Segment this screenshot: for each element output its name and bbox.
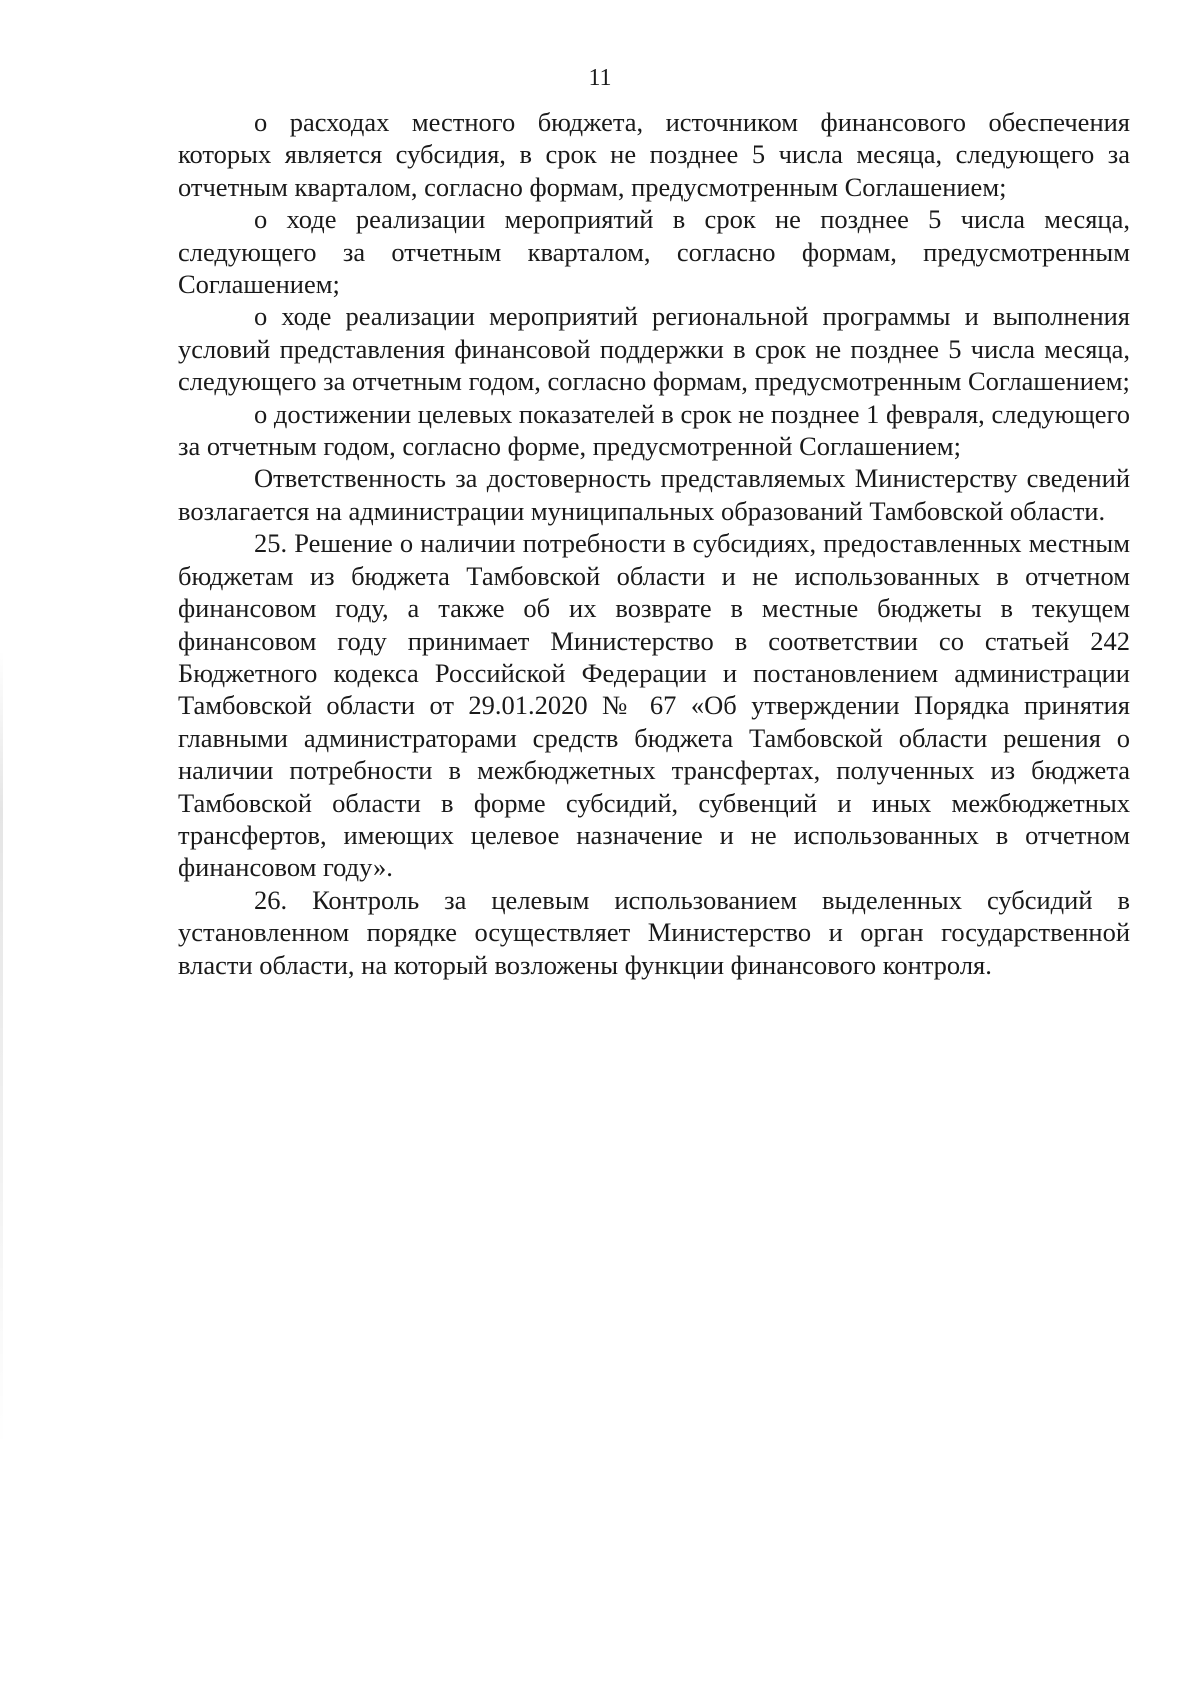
paragraph-responsibility: Ответственность за достоверность представляемых Министерству сведений возлагается на администрации муниципальных образований Тамбовской области. [178, 463, 1130, 526]
paragraph-expenses-report: о расходах местного бюджета, источником финансового обеспечения которых является субсидия, в срок не позднее 5 числа месяца, следующего за отчетным кварталом, согласно формам, предусмотренным Соглашением; [178, 107, 1130, 202]
page-number: 11 [588, 65, 612, 91]
paragraph-target-indicators-report: о достижении целевых показателей в срок не позднее 1 февраля, следующего за отчетным годом, согласно форме, предусмотренной Соглашением; [178, 398, 1130, 462]
document-body [178, 106, 1130, 981]
paragraph-clause-25: 25. Решение о наличии потребности в субсидиях, предоставленных местным бюджетам из бюджета Тамбовской области и не использованных в отчетном финансовом году, а также об их возврате в местные бюджеты в текущем финансовом году принимает Министерство в соответствии со статьей 242 Бюджетного кодекса Российской Федерации и постановлением администрации Тамбовской области от 29.01.2020 № 67 «Об утверждении Порядка принятия главными администраторами средств бюджета Тамбовской области решения о наличии потребности в межбюджетных трансфертах, полученных из бюджета Тамбовской области в форме субсидий, субвенций и иных межбюджетных трансфертов, имеющих целевое назначение и не использованных в отчетном финансовом году». [178, 528, 1130, 883]
scan-edge-shadow [0, 650, 3, 1450]
paragraph-regional-program-report: о ходе реализации мероприятий региональной программы и выполнения условий представления финансовой поддержки в срок не позднее 5 числа месяца, следующего за отчетным годом, согласно формам, предусмотренным Соглашением; [178, 301, 1130, 397]
paragraph-events-progress-report: о ходе реализации мероприятий в срок не позднее 5 числа месяца, следующего за отчетным кварталом, согласно формам, предусмотренным Соглашением; [178, 204, 1130, 300]
paragraph-clause-26: 26. Контроль за целевым использованием выделенных субсидий в установленном порядке осуществляет Министерство и орган государственной власти области, на который возложены функции финансового контроля. [178, 884, 1130, 980]
